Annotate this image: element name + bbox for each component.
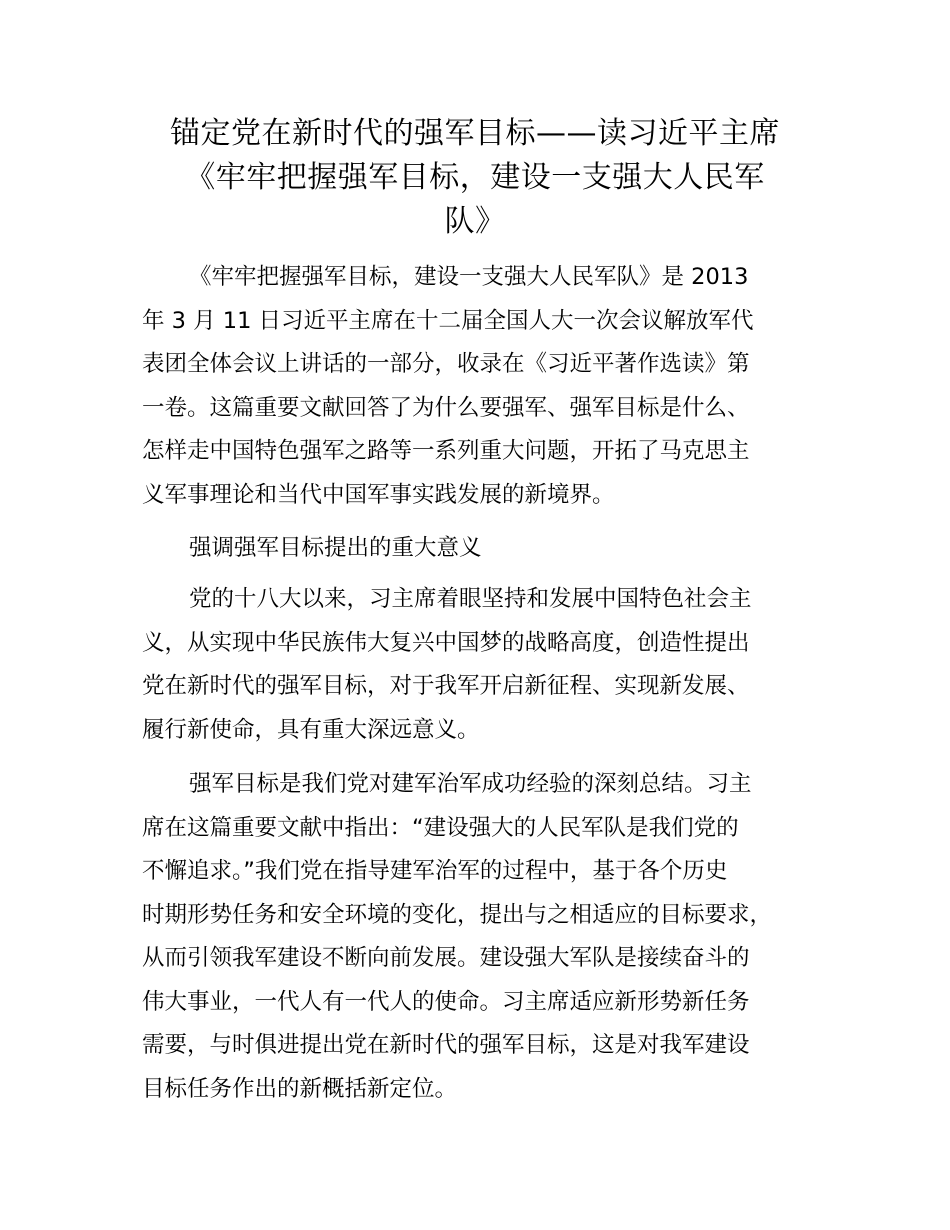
paragraph-line: 年 3 月 11 日习近平主席在十二届全国人大一次会议解放军代 <box>142 307 754 334</box>
paragraph-line: 从而引领我军建设不断向前发展。建设强大军队是接续奋斗的 <box>142 945 750 971</box>
section-heading-text: 强调强军目标提出的重大意义 <box>189 535 482 561</box>
paragraph-line: 履行新使命，具有重大深远意义。 <box>142 716 480 743</box>
paragraph-line: 席在这篇重要文献中指出：“建设强大的人民军队是我们党的 <box>142 814 739 841</box>
title-line: 锚定党在新时代的强军目标——读习近平主席 <box>170 116 780 151</box>
paragraph-line: 党在新时代的强军目标，对于我军开启新征程、实现新发展、 <box>142 673 750 699</box>
paragraph-significance <box>142 578 832 752</box>
document-title <box>140 112 810 244</box>
paragraph-summary <box>142 763 832 1111</box>
paragraph-line: 时期形势任务和安全环境的变化，提出与之相适应的目标要求， <box>142 901 773 928</box>
paragraph-line: 目标任务作出的新概括新定位。 <box>142 1075 458 1102</box>
paragraph-line: 需要，与时俱进提出党在新时代的强军目标，这是对我军建设 <box>142 1032 750 1058</box>
paragraph-line: 强军目标是我们党对建军治军成功经验的深刻总结。习主 <box>189 771 752 797</box>
title-line: 队》 <box>444 204 506 239</box>
paragraph-line: 《牢牢把握强军目标，建设一支强大人民军队》是 2013 <box>189 264 749 290</box>
paragraph-line: 党的十八大以来，习主席着眼坚持和发展中国特色社会主 <box>189 586 752 612</box>
paragraph-line: 表团全体会议上讲话的一部分，收录在《习近平著作选读》第 <box>142 351 750 377</box>
section-heading <box>142 527 832 571</box>
title-line: 《牢牢把握强军目标，建设一支强大人民军 <box>185 160 765 195</box>
paragraph-line: 怎样走中国特色强军之路等一系列重大问题，开拓了马克思主 <box>142 438 750 464</box>
paragraph-intro <box>142 256 832 517</box>
paragraph-line: 伟大事业，一代人有一代人的使命。习主席适应新形势新任务 <box>142 988 750 1015</box>
paragraph-line: 义，从实现中华民族伟大复兴中国梦的战略高度，创造性提出 <box>142 629 750 656</box>
paragraph-line: 一卷。这篇重要文献回答了为什么要强军、强军目标是什么、 <box>142 394 750 421</box>
paragraph-line: 不懈追求。”我们党在指导建军治军的过程中，基于各个历史 <box>142 858 728 884</box>
paragraph-line: 义军事理论和当代中国军事实践发展的新境界。 <box>142 481 615 508</box>
